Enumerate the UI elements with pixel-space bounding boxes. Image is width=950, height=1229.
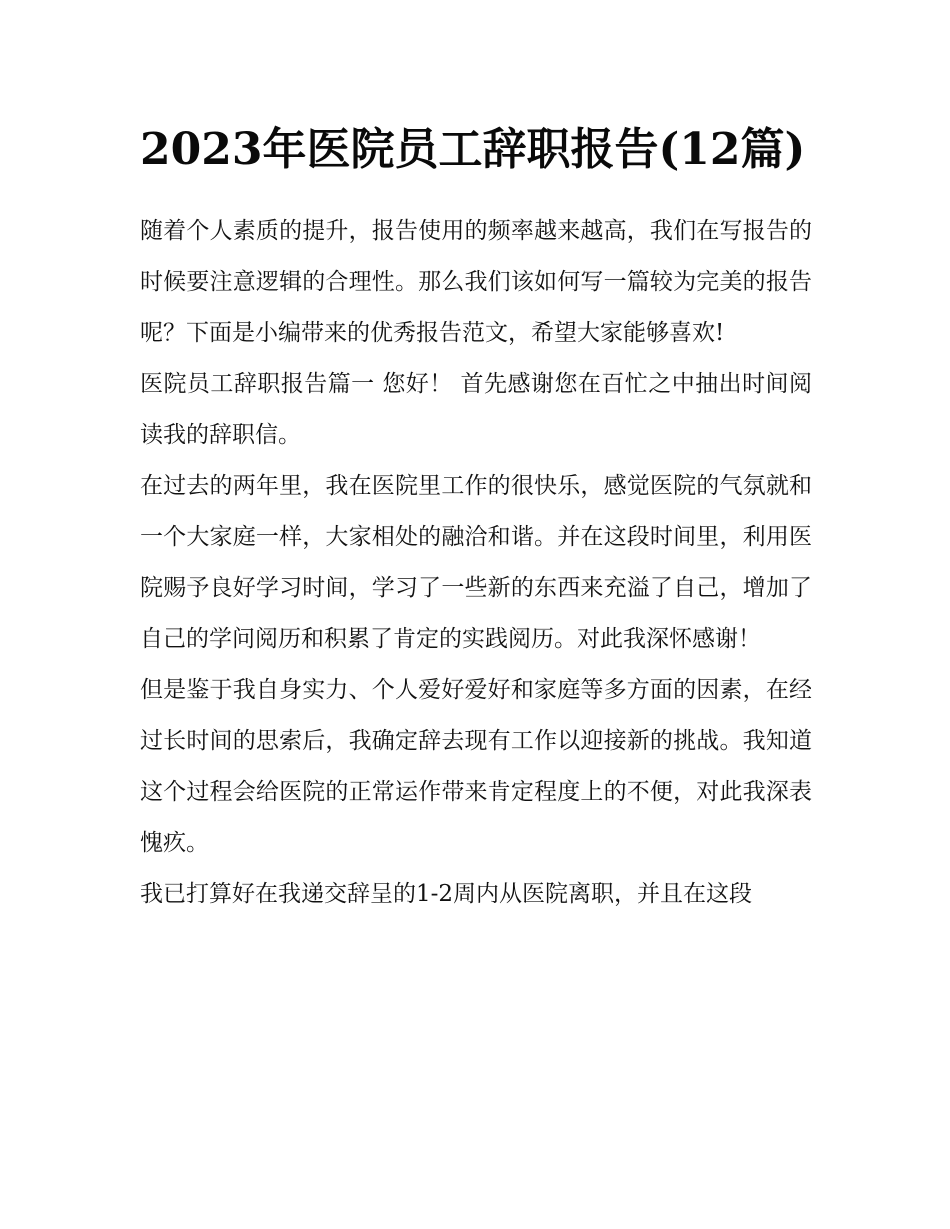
paragraph-gratitude: 在过去的两年里，我在医院里工作的很快乐，感觉医院的气氛就和一个大家庭一样，大家相处的融洽和谐。并在这段时间里，利用医院赐予良好学习时间，学习了一些新的东西来充溢了自己，增加了自己的学问阅历和积累了肯定的实践阅历。对此我深怀感谢！: [140, 473, 812, 652]
paragraph-greeting: 医院员工辞职报告篇一 您好！ 首先感谢您在百忙之中抽出时间阅读我的辞职信。: [140, 371, 812, 448]
paragraph-intro: 随着个人素质的提升，报告使用的频率越来越高，我们在写报告的时候要注意逻辑的合理性。那么我们该如何写一篇较为完美的报告呢？下面是小编带来的优秀报告范文，希望大家能够喜欢!: [140, 218, 812, 346]
paragraph-reason: 但是鉴于我自身实力、个人爱好爱好和家庭等多方面的因素，在经过长时间的思索后，我确定辞去现有工作以迎接新的挑战。我知道这个过程会给医院的正常运作带来肯定程度上的不便，对此我深表愧疚。: [140, 677, 812, 856]
paragraph-plan: 我已打算好在我递交辞呈的1-2周内从医院离职，并且在这段: [140, 881, 753, 907]
document-page: [140, 112, 812, 920]
document-title: 2023年医院员工辞职报告(12篇): [140, 124, 806, 175]
document-body: [140, 206, 812, 920]
